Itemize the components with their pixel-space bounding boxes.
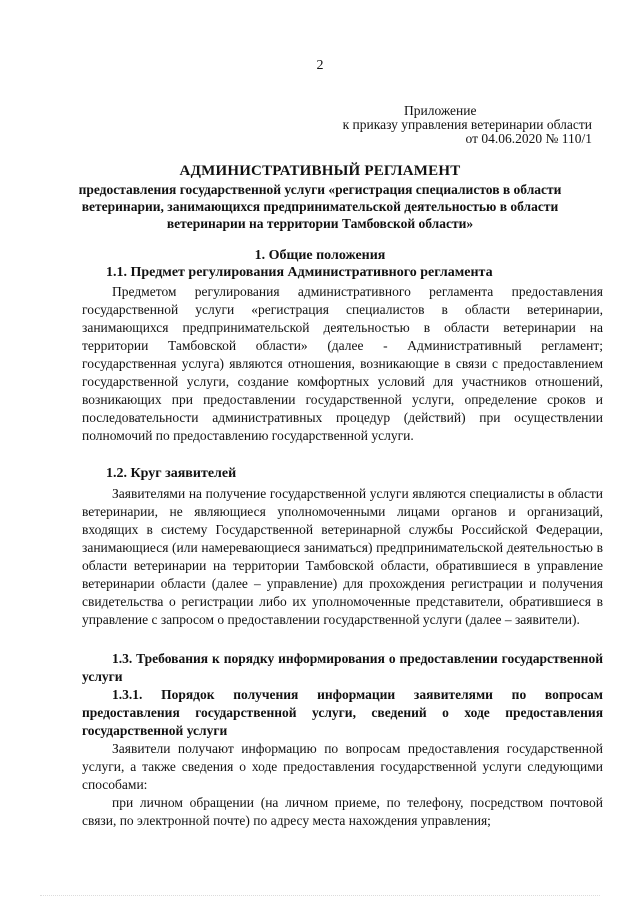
document-title: АДМИНИСТРАТИВНЫЙ РЕГЛАМЕНТ	[179, 163, 461, 179]
paragraph-1-3-1: Заявители получают информацию по вопросам предоставления государственной услуги, а также сведения о ходе предоставления государственной услуги следующими способами:	[82, 741, 603, 792]
appendix-line-1: Приложение	[404, 103, 477, 118]
subsection-heading-1-2: 1.2. Круг заявителей	[106, 466, 237, 481]
subsection-heading-1-1: 1.1. Предмет регулирования Административного регламента	[106, 265, 493, 280]
appendix-block	[300, 104, 620, 146]
paragraph-1-1: Предметом регулирования административного регламента предоставления государственной услуги «регистрация специалистов в области ветеринарии, занимающихся предпринимательской деятельностью в области ветеринарии на территории Тамбовской области» (далее - Административный регламент; государственная услуга) являются отношения, возникающие в связи с предоставлением государственной услуги, создание комфортных условий для участников отношений, возникающих при предоставлении государственной услуги, определение сроков и последовательности административных процедур (действий) при осуществлении полномочий по предоставлению государственной услуги.	[82, 284, 603, 443]
subsection-heading-1-3: 1.3. Требования к порядку информирования о предоставлении государственной услуги	[82, 651, 603, 684]
document-subtitle: предоставления государственной услуги «регистрация специалистов в области ветеринарии, занимающихся предпринимательской деятельностью в области ветеринарии на территории Тамбовской области»	[78, 182, 562, 231]
page-number: 2	[316, 58, 324, 73]
subsection-heading-1-3-1: 1.3.1. Порядок получения информации заявителями по вопросам предоставления государственной услуги, сведений о ходе предоставления государственной услуги	[82, 687, 603, 738]
appendix-line-3: от 04.06.2020 № 110/1	[465, 131, 592, 146]
paragraph-1-3-1-list: при личном обращении (на личном приеме, по телефону, посредством почтовой связи, по электронной почте) по адресу места нахождения управления;	[82, 795, 603, 828]
paragraph-1-2: Заявителями на получение государственной услуги являются специалисты в области ветеринарии, не являющиеся уполномоченными лицами органов и организаций, входящих в систему Государственной ветеринарной службы Российской Федерации, занимающиеся (или намеревающиеся заниматься) предпринимательской деятельностью в области ветеринарии на территории Тамбовской области, обратившиеся в управление ветеринарии области (далее – управление) для прохождения регистрации и получения свидетельства о регистрации либо их уполномоченные представители, обратившиеся в управление с запросом о предоставлении государственной услуги (далее – заявители).	[82, 486, 603, 627]
appendix-line-2: к приказу управления ветеринарии области	[342, 117, 592, 132]
scan-noise-divider	[40, 895, 600, 899]
section-heading-general: 1. Общие положения	[254, 248, 386, 263]
